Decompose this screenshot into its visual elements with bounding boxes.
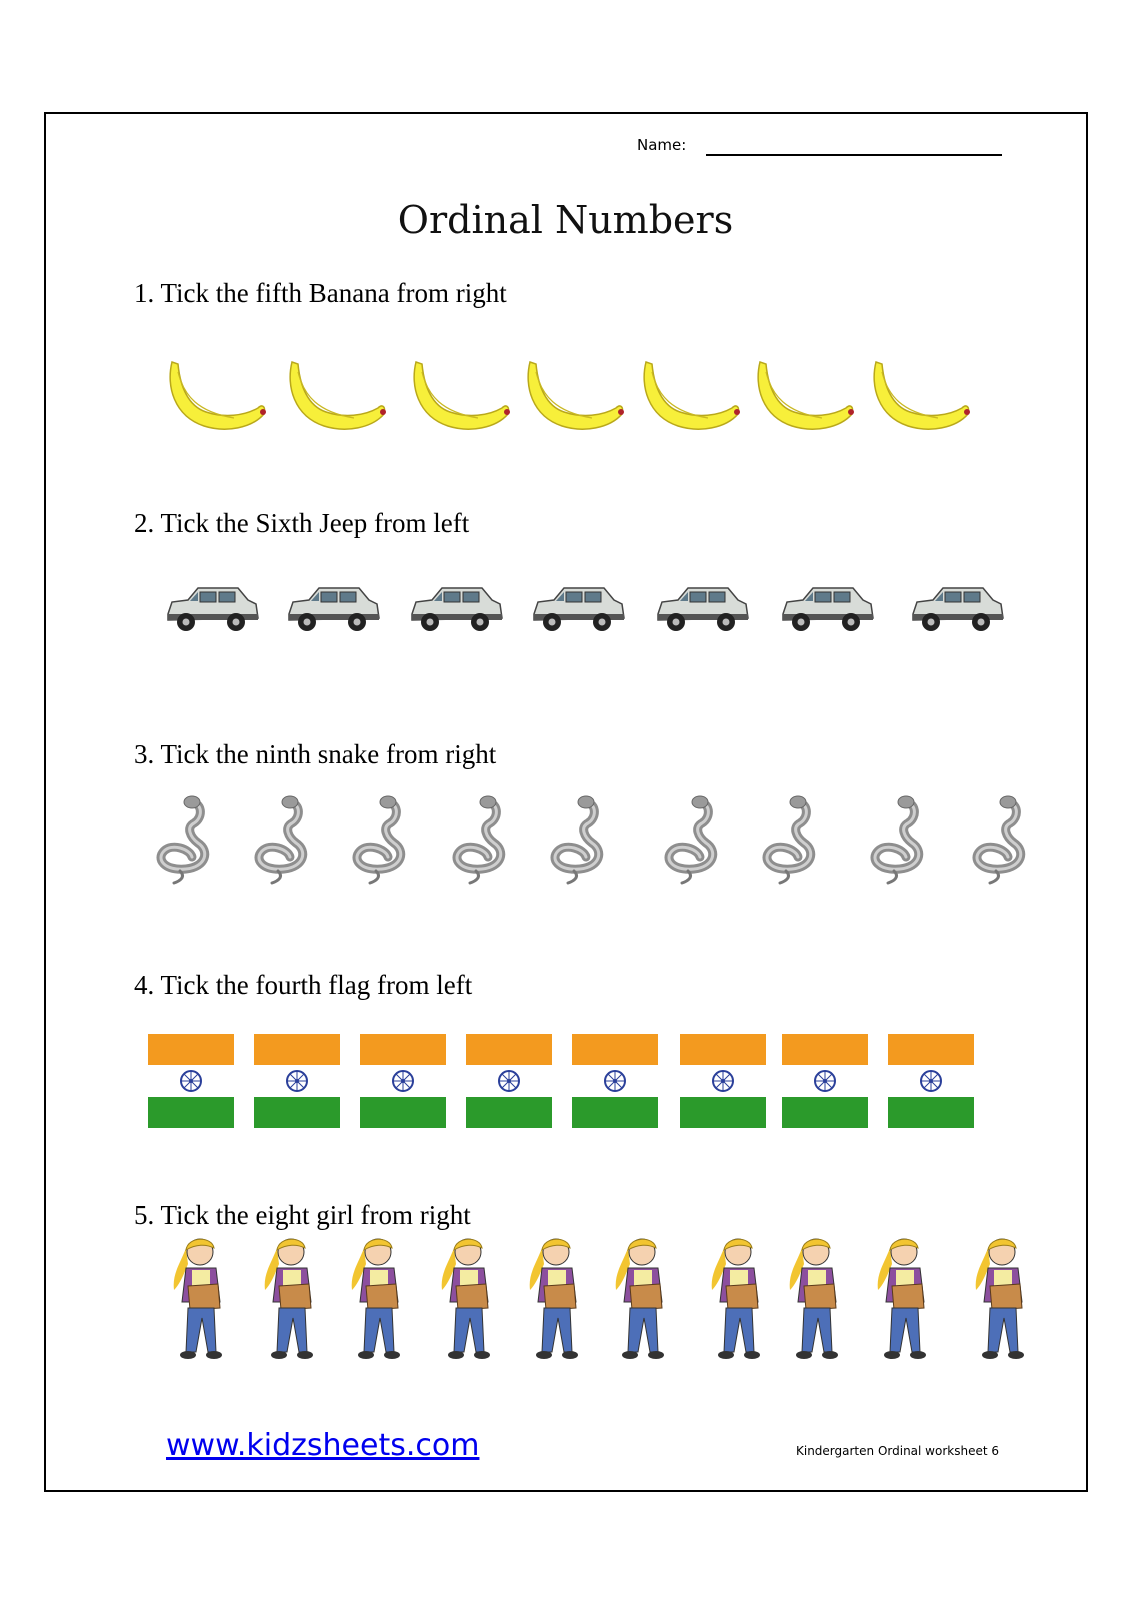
banana-icon[interactable] — [752, 356, 856, 443]
jeep-icon[interactable] — [779, 584, 875, 641]
banana-icon[interactable] — [868, 356, 972, 443]
banana-icon[interactable] — [638, 356, 742, 443]
name-field-line[interactable] — [706, 154, 1002, 156]
jeep-icon[interactable] — [164, 584, 260, 641]
jeep-icon[interactable] — [408, 584, 504, 641]
india-flag-icon[interactable] — [888, 1034, 974, 1133]
girl-icon[interactable] — [870, 1234, 940, 1369]
question-1: 1. Tick the fifth Banana from right — [134, 278, 507, 308]
girl-icon[interactable] — [522, 1234, 592, 1369]
banana-icon[interactable] — [164, 356, 268, 443]
website-link[interactable]: www.kidzsheets.com — [166, 1428, 480, 1463]
girl-icon[interactable] — [608, 1234, 678, 1369]
snake-icon[interactable] — [346, 793, 412, 890]
girl-icon[interactable] — [166, 1234, 236, 1369]
india-flag-icon[interactable] — [782, 1034, 868, 1133]
worksheet-caption: Kindergarten Ordinal worksheet 6 — [796, 1444, 999, 1458]
snake-icon[interactable] — [544, 793, 610, 890]
jeep-icon[interactable] — [654, 584, 750, 641]
question-3: 3. Tick the ninth snake from right — [134, 739, 497, 769]
banana-icon[interactable] — [522, 356, 626, 443]
banana-icon[interactable] — [284, 356, 388, 443]
page-title: Ordinal Numbers — [397, 198, 734, 242]
snake-icon[interactable] — [966, 793, 1032, 890]
jeep-icon[interactable] — [285, 584, 381, 641]
snake-icon[interactable] — [446, 793, 512, 890]
india-flag-icon[interactable] — [254, 1034, 340, 1133]
snake-icon[interactable] — [248, 793, 314, 890]
name-label: Name: — [637, 136, 687, 154]
question-5: 5. Tick the eight girl from right — [134, 1200, 471, 1230]
banana-icon[interactable] — [408, 356, 512, 443]
india-flag-icon[interactable] — [572, 1034, 658, 1133]
girl-icon[interactable] — [257, 1234, 327, 1369]
snake-icon[interactable] — [864, 793, 930, 890]
girl-icon[interactable] — [968, 1234, 1038, 1369]
jeep-icon[interactable] — [530, 584, 626, 641]
girl-icon[interactable] — [782, 1234, 852, 1369]
girl-icon[interactable] — [704, 1234, 774, 1369]
snake-icon[interactable] — [658, 793, 724, 890]
jeep-icon[interactable] — [909, 584, 1005, 641]
girl-icon[interactable] — [344, 1234, 414, 1369]
india-flag-icon[interactable] — [680, 1034, 766, 1133]
india-flag-icon[interactable] — [466, 1034, 552, 1133]
india-flag-icon[interactable] — [148, 1034, 234, 1133]
question-4: 4. Tick the fourth flag from left — [134, 970, 473, 1000]
snake-icon[interactable] — [756, 793, 822, 890]
girl-icon[interactable] — [434, 1234, 504, 1369]
question-2: 2. Tick the Sixth Jeep from left — [134, 508, 470, 538]
snake-icon[interactable] — [150, 793, 216, 890]
india-flag-icon[interactable] — [360, 1034, 446, 1133]
